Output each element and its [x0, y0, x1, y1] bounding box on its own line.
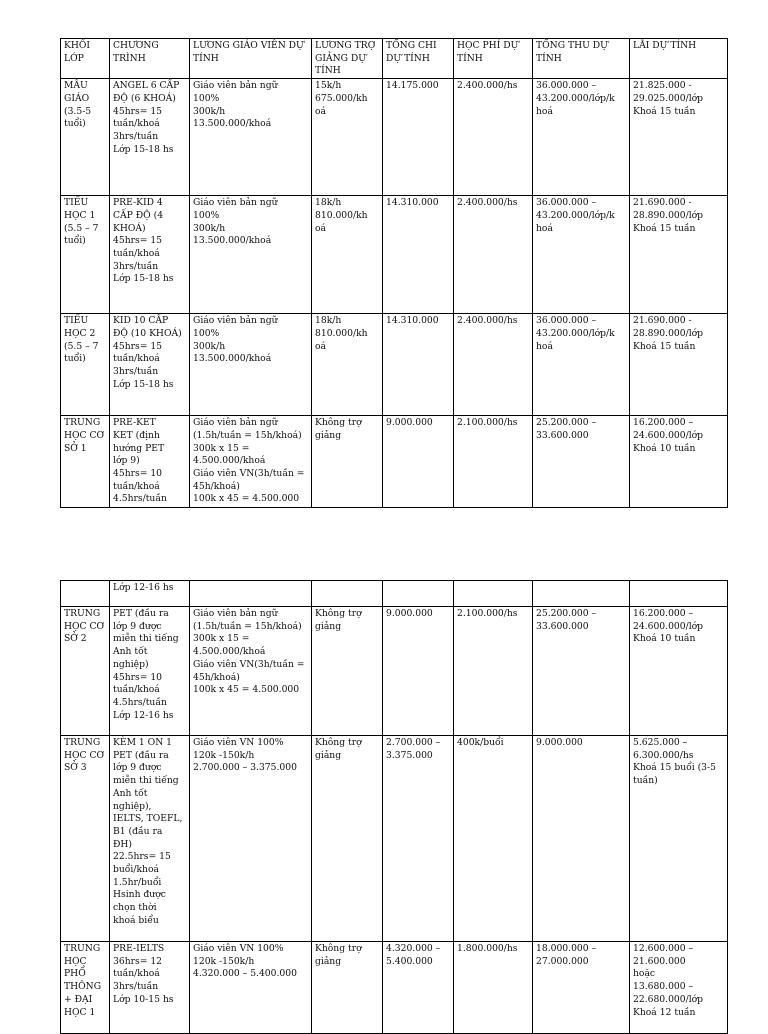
cell-text-line: Hsinh được: [113, 889, 166, 901]
cell-total-cost: [383, 581, 454, 607]
cell-text-line: LƯƠNG TRỢ: [315, 40, 376, 51]
cell-text-line: Giáo viên VN 100%: [193, 943, 284, 954]
table-row: [61, 79, 728, 196]
cell-text-line: TÍNH: [457, 52, 483, 64]
cell-profit: [630, 736, 728, 942]
cell-text-line: giảng: [315, 620, 342, 632]
cell-text-line: 18k/h: [315, 315, 342, 327]
cell-teacher-salary: [190, 581, 312, 607]
cell-total-cost: [383, 79, 454, 196]
cell-text-line: (5.5 – 7: [64, 222, 99, 234]
cell-text-line: 2.400.000/hs: [457, 197, 518, 209]
cell-grade: [61, 607, 110, 736]
cell-text-line: LỚP: [64, 52, 84, 64]
cell-teacher-salary: [190, 942, 312, 1034]
cell-text-line: 22.5hrs= 15: [113, 851, 171, 863]
cell-profit: [630, 314, 728, 416]
cell-text-line: 3hrs/tuần: [113, 365, 159, 377]
continuation-row: [61, 581, 728, 607]
cell-text-line: 2.700.000 –: [386, 737, 441, 748]
cell-text-line: KID 10 CẤP: [113, 315, 169, 327]
cell-text-line: SỞ 2: [64, 633, 87, 645]
cell-text-line: TIỂU: [64, 315, 89, 327]
cell-text-line: Khoá 15 buổi (3-5: [633, 762, 716, 774]
cell-tuition: [454, 416, 533, 508]
cell-text-line: 2.100.000/hs: [457, 608, 518, 619]
cell-text-line: 21.690.000 -: [633, 197, 692, 209]
cell-total-cost: [383, 196, 454, 314]
cell-text-line: PRE-IELTS: [113, 943, 165, 954]
cell-text-line: B1 (đầu ra: [113, 825, 163, 837]
cell-text-line: GIÁO: [64, 92, 90, 104]
cell-profit: [630, 607, 728, 736]
cell-ta-salary: [312, 607, 383, 736]
cell-text-line: CHƯƠNG: [113, 40, 159, 51]
cell-text-line: 1.800.000/hs: [457, 943, 518, 954]
cell-text-line: miễn thi tiếng: [113, 775, 179, 787]
table-row: [61, 196, 728, 314]
cell-grade: [61, 39, 110, 79]
cell-text-line: tuần/khoá: [113, 968, 160, 980]
cell-teacher-salary: [190, 736, 312, 942]
cell-text-line: 45hrs= 10: [113, 671, 163, 683]
cell-profit: [630, 942, 728, 1034]
cell-text-line: hướng PET: [113, 442, 165, 454]
cell-text-line: 300k x 15 =: [193, 633, 250, 645]
cell-text-line: 45hrs= 15: [113, 235, 163, 247]
cell-text-line: IELTS, TOEFL,: [113, 813, 183, 825]
cell-text-line: HỌC: [64, 955, 87, 967]
cell-text-line: TÍNH: [315, 65, 341, 77]
cell-tuition: [454, 39, 533, 79]
cell-text-line: giảng: [315, 955, 342, 967]
cell-text-line: hoá: [536, 105, 553, 117]
cell-tuition: [454, 942, 533, 1034]
cell-text-line: 45h/khoá): [193, 480, 240, 492]
cell-text-line: 5.625.000 –: [633, 737, 688, 748]
cell-text-line: 36.000.000 –: [536, 315, 597, 327]
cell-text-line: tuổi): [64, 353, 86, 365]
cell-ta-salary: [312, 416, 383, 508]
cell-text-line: giảng: [315, 749, 342, 761]
cell-text-line: 3.375.000: [386, 749, 433, 761]
cell-text-line: Không trợ: [315, 608, 362, 619]
cell-text-line: 36.000.000 –: [536, 80, 597, 92]
cell-teacher-salary: [190, 314, 312, 416]
cell-text-line: 4.500.000/khoá: [193, 455, 266, 467]
cell-text-line: hoá: [536, 340, 553, 352]
cell-text-line: MẪU: [64, 80, 88, 92]
cell-text-line: 18k/h: [315, 197, 342, 209]
cell-text-line: 300k/h: [193, 105, 226, 117]
cell-text-line: 16.200.000 –: [633, 417, 694, 429]
cell-text-line: Lớp 15-18 hs: [113, 143, 174, 155]
cell-total-revenue: [533, 942, 630, 1034]
cell-text-line: PET (đầu ra: [113, 749, 169, 761]
cell-text-line: lớp 9 được: [113, 620, 162, 632]
cell-total-revenue: [533, 39, 630, 79]
cell-text-line: tuần/khoá: [113, 684, 160, 696]
table-row: [61, 736, 728, 942]
cell-tuition: [454, 196, 533, 314]
cell-program: [110, 39, 190, 79]
cell-text-line: tuần): [633, 775, 658, 787]
cell-total-revenue: [533, 79, 630, 196]
cell-text-line: ĐH): [113, 838, 133, 850]
cell-ta-salary: [312, 942, 383, 1034]
cell-total-revenue: [533, 196, 630, 314]
cell-text-line: 2.700.000 – 3.375.000: [193, 762, 297, 774]
cell-text-line: Giáo viên VN(3h/tuần =: [193, 658, 305, 670]
cell-text-line: oá: [315, 340, 327, 352]
cell-text-line: 4.320.000 –: [386, 943, 441, 954]
cell-grade: [61, 942, 110, 1034]
cell-text-line: Không trợ: [315, 943, 362, 954]
cell-grade: [61, 416, 110, 508]
cell-text-line: 5.400.000: [386, 955, 433, 967]
cell-text-line: tuần/khoá: [113, 247, 160, 259]
cell-text-line: 14.310.000: [386, 315, 439, 327]
cell-program: [110, 314, 190, 416]
cell-text-line: buổi/khoá: [113, 864, 159, 876]
cell-total-cost: [383, 314, 454, 416]
cell-text-line: 300k/h: [193, 340, 226, 352]
cell-total-revenue: [533, 314, 630, 416]
cost-table-part-1: [60, 38, 728, 508]
cell-text-line: KÈM 1 ON 1: [113, 737, 173, 748]
cell-text-line: 3hrs/tuần: [113, 260, 159, 272]
cell-text-line: (1.5h/tuần = 15h/khoá): [193, 429, 302, 441]
cell-profit: [630, 581, 728, 607]
cell-text-line: LƯƠNG GIÁO VIÊN DỰ: [193, 40, 304, 51]
cell-text-line: chọn thời: [113, 902, 157, 914]
cell-text-line: 4.5hrs/tuần: [113, 696, 167, 708]
cell-text-line: 100%: [193, 327, 220, 339]
cell-ta-salary: [312, 196, 383, 314]
cell-text-line: 675.000/kh: [315, 92, 368, 104]
cell-text-line: 25.200.000 –: [536, 608, 597, 619]
cell-text-line: 21.690.000 -: [633, 315, 692, 327]
cell-text-line: 100%: [193, 92, 220, 104]
cell-text-line: HỌC 1: [64, 1006, 96, 1018]
cell-text-line: Giáo viên VN 100%: [193, 737, 284, 748]
cell-program: [110, 607, 190, 736]
cell-text-line: DỰ TÍNH: [386, 52, 430, 64]
cell-text-line: 6.300.000/hs: [633, 749, 694, 761]
cell-text-line: giảng: [315, 429, 342, 441]
cell-text-line: TỔNG CHI: [386, 40, 437, 51]
cell-teacher-salary: [190, 196, 312, 314]
cell-program: [110, 736, 190, 942]
cell-text-line: Lớp 12-16 hs: [113, 582, 174, 593]
cell-grade: [61, 581, 110, 607]
cell-text-line: 21.825.000 -: [633, 80, 692, 92]
cell-grade: [61, 196, 110, 314]
cell-text-line: TRUNG: [64, 943, 101, 954]
cell-text-line: Giáo viên bản ngữ: [193, 80, 278, 92]
cell-text-line: Không trợ: [315, 737, 362, 748]
cell-text-line: 12.600.000 –: [633, 943, 694, 954]
cell-text-line: PRE-KET: [113, 417, 156, 429]
cell-grade: [61, 79, 110, 196]
cell-text-line: HỌC PHÍ DỰ: [457, 40, 519, 51]
cell-text-line: PET (đầu ra: [113, 608, 169, 619]
cell-text-line: 13.500.000/khoá: [193, 353, 272, 365]
cell-text-line: tuần/khoá: [113, 118, 160, 130]
cell-text-line: Khoá 12 tuần: [633, 1006, 696, 1018]
cell-text-line: Giáo viên bản ngữ: [193, 315, 278, 327]
cell-text-line: 1.5hr/buổi: [113, 876, 162, 888]
cell-text-line: 9.000.000: [386, 417, 433, 429]
cell-text-line: CẤP ĐỘ (4: [113, 209, 164, 221]
cell-text-line: Anh tốt: [113, 646, 148, 658]
cell-text-line: THÔNG: [64, 981, 102, 993]
cell-text-line: nghiệp): [113, 658, 149, 670]
cell-text-line: hoá: [536, 222, 553, 234]
cell-grade: [61, 314, 110, 416]
cell-tuition: [454, 314, 533, 416]
cell-text-line: 100%: [193, 209, 220, 221]
cell-text-line: 45hrs= 15: [113, 105, 163, 117]
cell-text-line: KHOÁ): [113, 222, 146, 234]
cell-text-line: miễn thi tiếng: [113, 633, 179, 645]
cell-tuition: [454, 581, 533, 607]
cell-text-line: TÍNH: [536, 52, 562, 64]
cell-text-line: 14.175.000: [386, 80, 439, 92]
cell-text-line: tuổi): [64, 118, 86, 130]
cell-text-line: hoặc: [633, 968, 656, 980]
cell-text-line: 14.310.000: [386, 197, 439, 209]
cell-text-line: ĐỘ (6 KHOÁ): [113, 92, 176, 104]
cell-text-line: TIỂU: [64, 197, 89, 209]
cell-text-line: TRUNG: [64, 737, 101, 748]
cell-total-revenue: [533, 736, 630, 942]
cell-profit: [630, 79, 728, 196]
cell-text-line: Giáo viên bản ngữ: [193, 197, 278, 209]
cell-text-line: oá: [315, 105, 327, 117]
cell-text-line: TRÌNH: [113, 52, 146, 64]
cell-text-line: GIẢNG DỰ: [315, 52, 367, 64]
cell-text-line: 400k/buổi: [457, 737, 504, 748]
cell-text-line: 2.400.000/hs: [457, 315, 518, 327]
cell-text-line: Giáo viên bản ngữ: [193, 608, 278, 619]
cell-text-line: 810.000/kh: [315, 209, 368, 221]
cell-total-cost: [383, 607, 454, 736]
cell-text-line: 9.000.000: [386, 608, 433, 619]
cell-text-line: 4.500.000/khoá: [193, 646, 266, 658]
cell-text-line: 45hrs= 10: [113, 467, 163, 479]
cell-tuition: [454, 79, 533, 196]
cell-text-line: 100k x 45 = 4.500.000: [193, 684, 300, 696]
cell-total-cost: [383, 736, 454, 942]
cell-text-line: (3.5-5: [64, 105, 92, 117]
cell-text-line: lớp 9): [113, 455, 140, 467]
cell-text-line: ANGEL 6 CẤP: [113, 80, 180, 92]
cell-ta-salary: [312, 39, 383, 79]
cell-text-line: 3hrs/tuần: [113, 981, 159, 993]
cell-text-line: 43.200.000/lớp/k: [536, 209, 615, 221]
cell-text-line: tuần/khoá: [113, 480, 160, 492]
cell-text-line: Khoá 10 tuần: [633, 633, 696, 645]
cell-text-line: 33.600.000: [536, 429, 589, 441]
cell-text-line: 45hrs= 15: [113, 340, 163, 352]
cell-text-line: + ĐẠI: [64, 993, 93, 1005]
table-row: [61, 416, 728, 508]
cell-text-line: 300k/h: [193, 222, 226, 234]
cell-text-line: TRUNG: [64, 417, 101, 429]
cell-text-line: (5.5 – 7: [64, 340, 99, 352]
cell-text-line: 29.025.000/lớp: [633, 92, 704, 104]
cell-program: [110, 416, 190, 508]
cell-tuition: [454, 736, 533, 942]
cell-profit: [630, 196, 728, 314]
cell-text-line: HỌC 2: [64, 327, 96, 339]
cell-text-line: 21.600.000: [633, 955, 686, 967]
cell-total-revenue: [533, 416, 630, 508]
cell-text-line: TỔNG THU DỰ: [536, 40, 608, 51]
cell-program: [110, 581, 190, 607]
cell-text-line: 4.320.000 – 5.400.000: [193, 968, 297, 980]
cell-text-line: Lớp 15-18 hs: [113, 273, 174, 285]
cell-total-cost: [383, 942, 454, 1034]
cell-text-line: 24.600.000/lớp: [633, 620, 704, 632]
cell-text-line: 27.000.000: [536, 955, 589, 967]
cell-ta-salary: [312, 79, 383, 196]
table-row: [61, 314, 728, 416]
cell-text-line: PHỔ: [64, 968, 86, 980]
cell-text-line: 300k x 15 =: [193, 442, 250, 454]
cell-text-line: Giáo viên VN(3h/tuần =: [193, 467, 305, 479]
cell-text-line: Anh tốt: [113, 787, 148, 799]
cell-text-line: oá: [315, 222, 327, 234]
cell-teacher-salary: [190, 607, 312, 736]
cell-text-line: nghiệp),: [113, 800, 152, 812]
cell-total-revenue: [533, 581, 630, 607]
cell-text-line: 43.200.000/lớp/k: [536, 327, 615, 339]
cell-text-line: HỌC 1: [64, 209, 96, 221]
cell-profit: [630, 416, 728, 508]
cell-total-cost: [383, 416, 454, 508]
cell-text-line: (1.5h/tuần = 15h/khoá): [193, 620, 302, 632]
cell-text-line: 13.500.000/khoá: [193, 118, 272, 130]
cell-ta-salary: [312, 581, 383, 607]
cell-text-line: 13.680.000 –: [633, 981, 694, 993]
cell-text-line: 2.400.000/hs: [457, 80, 518, 92]
cell-text-line: 100k x 45 = 4.500.000: [193, 493, 300, 505]
table-row: [61, 942, 728, 1034]
cell-text-line: 120k -150k/h: [193, 955, 255, 967]
cell-text-line: 9.000.000: [536, 737, 583, 748]
header-row: [61, 39, 728, 79]
cell-program: [110, 79, 190, 196]
cell-text-line: HỌC CƠ: [64, 620, 105, 632]
cell-grade: [61, 736, 110, 942]
cell-text-line: 810.000/kh: [315, 327, 368, 339]
cell-text-line: SỞ 1: [64, 442, 87, 454]
cell-text-line: 13.500.000/khoá: [193, 235, 272, 247]
cell-text-line: 22.680.000/lớp: [633, 993, 704, 1005]
cell-text-line: HỌC CƠ: [64, 749, 105, 761]
cell-text-line: Lớp 10-15 hs: [113, 993, 174, 1005]
cell-text-line: 16.200.000 –: [633, 608, 694, 619]
cell-text-line: ĐỘ (10 KHOÁ): [113, 327, 182, 339]
cell-text-line: 3hrs/tuần: [113, 130, 159, 142]
cell-text-line: lớp 9 được: [113, 762, 162, 774]
cost-table-part-2: [60, 580, 728, 1034]
cell-text-line: HỌC CƠ: [64, 429, 105, 441]
cell-text-line: khoá biểu: [113, 914, 159, 926]
cell-teacher-salary: [190, 39, 312, 79]
cell-program: [110, 942, 190, 1034]
cell-text-line: Lớp 12-16 hs: [113, 709, 174, 721]
cell-text-line: Khoá 15 tuần: [633, 340, 696, 352]
cell-text-line: 28.890.000/lớp: [633, 327, 704, 339]
cell-text-line: KET (định: [113, 429, 160, 441]
cell-text-line: 24.600.000/lớp: [633, 429, 704, 441]
cell-text-line: 15k/h: [315, 80, 342, 92]
cell-text-line: tuổi): [64, 235, 86, 247]
cell-text-line: PRE-KID 4: [113, 197, 163, 209]
cell-total-revenue: [533, 607, 630, 736]
cell-ta-salary: [312, 314, 383, 416]
cell-text-line: TÍNH: [193, 52, 219, 64]
cell-text-line: Không trợ: [315, 417, 362, 429]
cell-text-line: Khoá 15 tuần: [633, 222, 696, 234]
cell-text-line: Giáo viên bản ngữ: [193, 417, 278, 429]
cell-text-line: Khoá 10 tuần: [633, 442, 696, 454]
cell-text-line: 36.000.000 –: [536, 197, 597, 209]
cell-teacher-salary: [190, 79, 312, 196]
cell-total-cost: [383, 39, 454, 79]
cell-text-line: LÃI DỰ TÍNH: [633, 40, 697, 51]
cell-text-line: Khoá 15 tuần: [633, 105, 696, 117]
cell-text-line: 43.200.000/lớp/k: [536, 92, 615, 104]
cell-text-line: SỞ 3: [64, 762, 87, 774]
cell-tuition: [454, 607, 533, 736]
cell-program: [110, 196, 190, 314]
cell-text-line: 120k -150k/h: [193, 749, 255, 761]
cell-text-line: 33.600.000: [536, 620, 589, 632]
cell-profit: [630, 39, 728, 79]
cell-text-line: 28.890.000/lớp: [633, 209, 704, 221]
cell-text-line: 2.100.000/hs: [457, 417, 518, 429]
cell-text-line: 36hrs= 12: [113, 955, 163, 967]
cell-ta-salary: [312, 736, 383, 942]
cell-teacher-salary: [190, 416, 312, 508]
cell-text-line: tuần/khoá: [113, 353, 160, 365]
cell-text-line: Lớp 15-18 hs: [113, 378, 174, 390]
cell-text-line: 18.000.000 –: [536, 943, 597, 954]
cell-text-line: 45h/khoá): [193, 671, 240, 683]
cell-text-line: TRUNG: [64, 608, 101, 619]
cell-text-line: 4.5hrs/tuần: [113, 493, 167, 505]
table-row: [61, 607, 728, 736]
cell-text-line: 25.200.000 –: [536, 417, 597, 429]
cell-text-line: KHỐI: [64, 40, 91, 51]
